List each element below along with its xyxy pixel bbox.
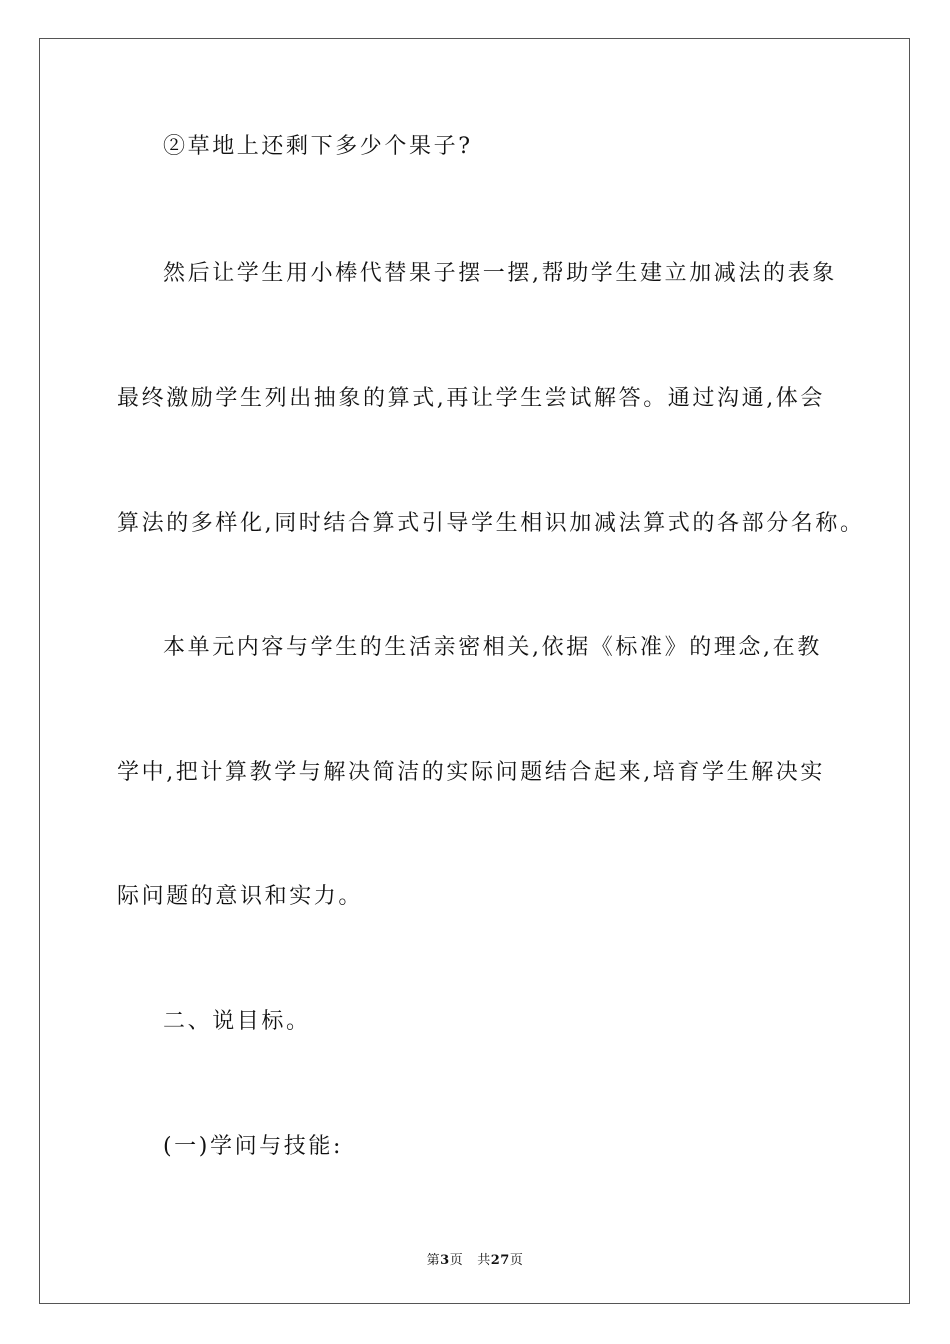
- page-suffix: 页: [449, 1253, 464, 1268]
- page-footer: [0, 1249, 950, 1268]
- text-line-5: 本单元内容与学生的生活亲密相关,依据《标准》的理念,在教: [163, 635, 822, 660]
- text-line-1: ②草地上还剩下多少个果子?: [163, 134, 473, 159]
- subsection-heading: (一)学问与技能:: [163, 1134, 343, 1159]
- text-line-7: 际问题的意识和实力。: [117, 884, 364, 909]
- text-line-4: 算法的多样化,同时结合算式引导学生相识加减法算式的各部分名称。: [117, 511, 865, 536]
- total-pages: 27: [490, 1253, 510, 1268]
- section-heading: 二、说目标。: [163, 1009, 311, 1034]
- page-prefix: 第: [426, 1253, 441, 1268]
- text-line-6: 学中,把计算教学与解决简洁的实际问题结合起来,培育学生解决实: [117, 760, 825, 785]
- total-suffix: 页: [509, 1253, 524, 1268]
- text-line-2: 然后让学生用小棒代替果子摆一摆,帮助学生建立加减法的表象: [163, 261, 837, 286]
- page-border: [39, 38, 910, 1304]
- text-line-3: 最终激励学生列出抽象的算式,再让学生尝试解答。通过沟通,体会: [117, 386, 825, 411]
- page-number: 3: [440, 1253, 450, 1268]
- total-prefix: 共: [477, 1253, 491, 1268]
